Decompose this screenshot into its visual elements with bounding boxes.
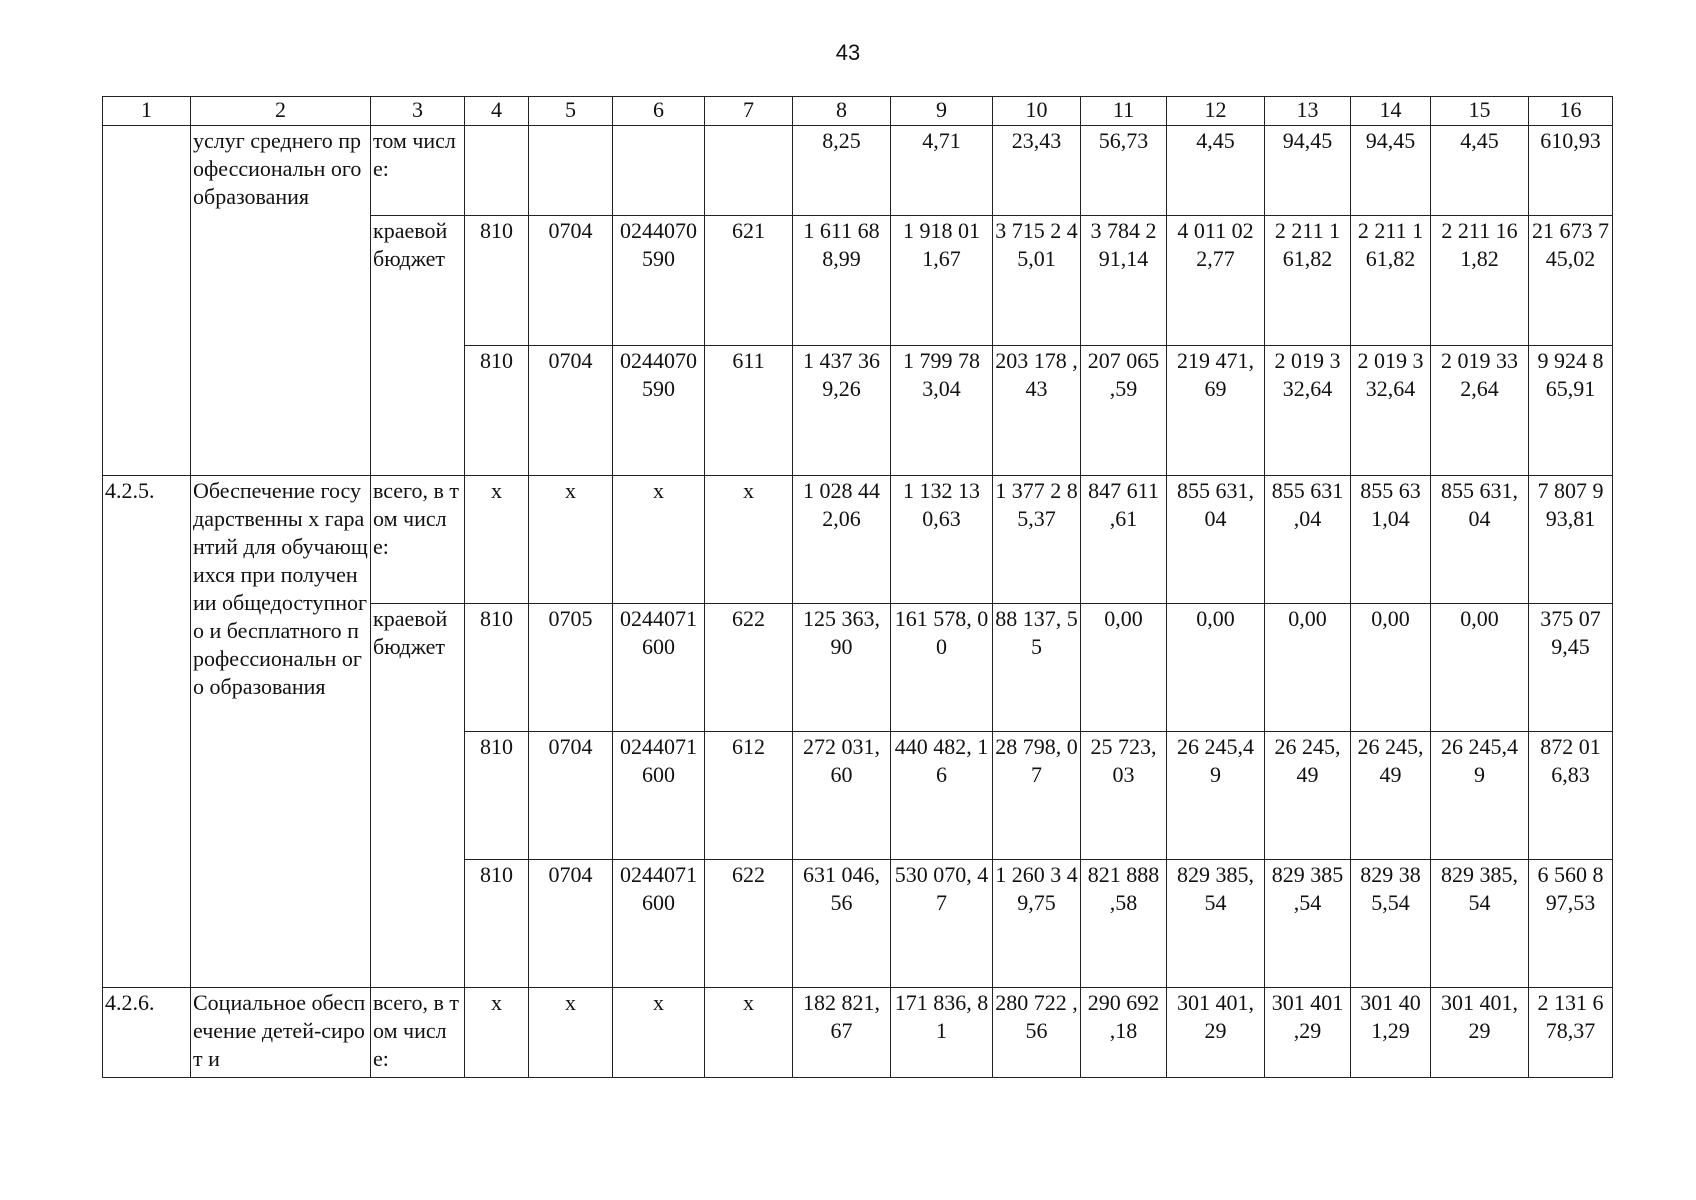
total-amount-cell: 6 560 8 97,53 — [1529, 860, 1613, 988]
header-cell: 1 — [103, 97, 191, 126]
header-cell: 15 — [1431, 97, 1529, 126]
amount-cell: 855 63 1,04 — [1351, 476, 1431, 604]
amount-cell: 4,45 — [1167, 126, 1265, 216]
amount-cell: 161 578, 00 — [891, 604, 993, 732]
total-amount-cell: 21 673 745,02 — [1529, 216, 1613, 346]
amount-cell: 829 385, 54 — [1431, 860, 1529, 988]
table-row — [103, 126, 1613, 216]
amount-cell: 1 437 36 9,26 — [793, 346, 891, 476]
code-cell: 0244070 590 — [613, 216, 705, 346]
code-cell: 0244071 600 — [613, 604, 705, 732]
total-amount-cell: 872 01 6,83 — [1529, 732, 1613, 860]
code-cell: х — [465, 476, 529, 604]
amount-cell: 272 031, 60 — [793, 732, 891, 860]
amount-cell: 847 611 ,61 — [1081, 476, 1167, 604]
amount-cell: 171 836, 81 — [891, 988, 993, 1078]
code-cell: 0704 — [529, 346, 613, 476]
header-cell: 9 — [891, 97, 993, 126]
amount-cell: 855 631, 04 — [1431, 476, 1529, 604]
amount-cell: 855 631 ,04 — [1265, 476, 1351, 604]
amount-cell: 88 137, 55 — [993, 604, 1081, 732]
code-cell: 612 — [705, 732, 793, 860]
code-cell: х — [465, 988, 529, 1078]
total-amount-cell: 9 924 8 65,91 — [1529, 346, 1613, 476]
funding-source-cell: том числе: — [371, 126, 465, 216]
code-cell: 0244071 600 — [613, 732, 705, 860]
amount-cell: 23,43 — [993, 126, 1081, 216]
code-cell: х — [613, 988, 705, 1078]
amount-cell: 203 178 ,43 — [993, 346, 1081, 476]
amount-cell: 2 211 1 61,82 — [1265, 216, 1351, 346]
header-cell: 12 — [1167, 97, 1265, 126]
amount-cell: 0,00 — [1265, 604, 1351, 732]
code-cell: х — [705, 476, 793, 604]
amount-cell: 219 471, 69 — [1167, 346, 1265, 476]
code-cell: 810 — [465, 216, 529, 346]
amount-cell: 1 611 68 8,99 — [793, 216, 891, 346]
amount-cell: 4,45 — [1431, 126, 1529, 216]
amount-cell: 1 260 3 49,75 — [993, 860, 1081, 988]
amount-cell: 2 019 3 32,64 — [1265, 346, 1351, 476]
amount-cell: 94,45 — [1351, 126, 1431, 216]
code-cell: х — [529, 476, 613, 604]
header-cell: 11 — [1081, 97, 1167, 126]
funding-source-cell: краевой бюджет — [371, 216, 465, 476]
code-cell: 810 — [465, 860, 529, 988]
amount-cell: 290 692 ,18 — [1081, 988, 1167, 1078]
amount-cell: 1 028 44 2,06 — [793, 476, 891, 604]
code-cell — [705, 126, 793, 216]
amount-cell: 3 715 2 45,01 — [993, 216, 1081, 346]
header-cell: 7 — [705, 97, 793, 126]
funding-source-cell: всего, в том числе: — [371, 988, 465, 1078]
row-number-cell: 4.2.5. — [103, 476, 191, 988]
amount-cell: 829 385, 54 — [1167, 860, 1265, 988]
amount-cell: 8,25 — [793, 126, 891, 216]
page-number: 43 — [835, 40, 861, 65]
total-amount-cell: 2 131 6 78,37 — [1529, 988, 1613, 1078]
funding-source-cell: всего, в том числе: — [371, 476, 465, 604]
funding-source-cell: краевой бюджет — [371, 604, 465, 988]
header-cell: 2 — [191, 97, 371, 126]
amount-cell: 0,00 — [1081, 604, 1167, 732]
amount-cell: 631 046, 56 — [793, 860, 891, 988]
table-row — [103, 476, 1613, 604]
amount-cell: 1 918 01 1,67 — [891, 216, 993, 346]
amount-cell: 0,00 — [1351, 604, 1431, 732]
header-cell: 4 — [465, 97, 529, 126]
code-cell: х — [613, 476, 705, 604]
amount-cell: 301 401, 29 — [1167, 988, 1265, 1078]
amount-cell: 855 631, 04 — [1167, 476, 1265, 604]
code-cell: 810 — [465, 732, 529, 860]
amount-cell: 2 019 33 2,64 — [1431, 346, 1529, 476]
total-amount-cell: 7 807 9 93,81 — [1529, 476, 1613, 604]
header-row — [103, 97, 1613, 126]
code-cell: 0244070 590 — [613, 346, 705, 476]
amount-cell: 125 363, 90 — [793, 604, 891, 732]
amount-cell: 56,73 — [1081, 126, 1167, 216]
amount-cell: 182 821, 67 — [793, 988, 891, 1078]
amount-cell: 1 377 2 85,37 — [993, 476, 1081, 604]
code-cell: 810 — [465, 604, 529, 732]
item-description-cell: Обеспечение государственны х гарантий для обучающихся при получении общедоступного и бесплатного профессиональн ого образования — [191, 476, 371, 988]
amount-cell: 28 798, 07 — [993, 732, 1081, 860]
amount-cell: 207 065 ,59 — [1081, 346, 1167, 476]
amount-cell: 3 784 2 91,14 — [1081, 216, 1167, 346]
code-cell: 622 — [705, 604, 793, 732]
header-cell: 6 — [613, 97, 705, 126]
code-cell — [613, 126, 705, 216]
amount-cell: 26 245,4 9 — [1167, 732, 1265, 860]
budget-table — [102, 96, 1613, 1078]
header-cell: 10 — [993, 97, 1081, 126]
header-cell: 3 — [371, 97, 465, 126]
item-description-cell: Социальное обеспечение детей-сирот и — [191, 988, 371, 1078]
row-number-cell: 4.2.6. — [103, 988, 191, 1078]
amount-cell: 301 40 1,29 — [1351, 988, 1431, 1078]
amount-cell: 530 070, 47 — [891, 860, 993, 988]
amount-cell: 26 245, 49 — [1351, 732, 1431, 860]
total-amount-cell: 375 07 9,45 — [1529, 604, 1613, 732]
header-cell: 8 — [793, 97, 891, 126]
code-cell: 0704 — [529, 216, 613, 346]
code-cell: 621 — [705, 216, 793, 346]
amount-cell: 301 401, 29 — [1431, 988, 1529, 1078]
amount-cell: 1 132 13 0,63 — [891, 476, 993, 604]
amount-cell: 2 211 1 61,82 — [1351, 216, 1431, 346]
code-cell: х — [705, 988, 793, 1078]
code-cell: 0704 — [529, 732, 613, 860]
amount-cell: 2 211 16 1,82 — [1431, 216, 1529, 346]
code-cell: 0704 — [529, 860, 613, 988]
amount-cell: 440 482, 16 — [891, 732, 993, 860]
amount-cell: 821 888 ,58 — [1081, 860, 1167, 988]
code-cell: 622 — [705, 860, 793, 988]
code-cell: 611 — [705, 346, 793, 476]
row-number-cell — [103, 126, 191, 476]
amount-cell: 829 38 5,54 — [1351, 860, 1431, 988]
amount-cell: 4,71 — [891, 126, 993, 216]
code-cell: 0244071 600 — [613, 860, 705, 988]
amount-cell: 26 245, 49 — [1265, 732, 1351, 860]
header-cell: 14 — [1351, 97, 1431, 126]
table-row — [103, 988, 1613, 1078]
amount-cell: 94,45 — [1265, 126, 1351, 216]
header-cell: 5 — [529, 97, 613, 126]
code-cell: 810 — [465, 346, 529, 476]
code-cell: 0705 — [529, 604, 613, 732]
amount-cell: 280 722 ,56 — [993, 988, 1081, 1078]
header-cell: 16 — [1529, 97, 1613, 126]
total-amount-cell: 610,93 — [1529, 126, 1613, 216]
code-cell — [529, 126, 613, 216]
amount-cell: 4 011 02 2,77 — [1167, 216, 1265, 346]
amount-cell: 2 019 3 32,64 — [1351, 346, 1431, 476]
amount-cell: 0,00 — [1167, 604, 1265, 732]
item-description-cell: услуг среднего профессиональн ого образования — [191, 126, 371, 476]
amount-cell: 0,00 — [1431, 604, 1529, 732]
amount-cell: 301 401 ,29 — [1265, 988, 1351, 1078]
amount-cell: 1 799 78 3,04 — [891, 346, 993, 476]
amount-cell: 829 385 ,54 — [1265, 860, 1351, 988]
amount-cell: 26 245,4 9 — [1431, 732, 1529, 860]
code-cell — [465, 126, 529, 216]
amount-cell: 25 723, 03 — [1081, 732, 1167, 860]
code-cell: х — [529, 988, 613, 1078]
header-cell: 13 — [1265, 97, 1351, 126]
